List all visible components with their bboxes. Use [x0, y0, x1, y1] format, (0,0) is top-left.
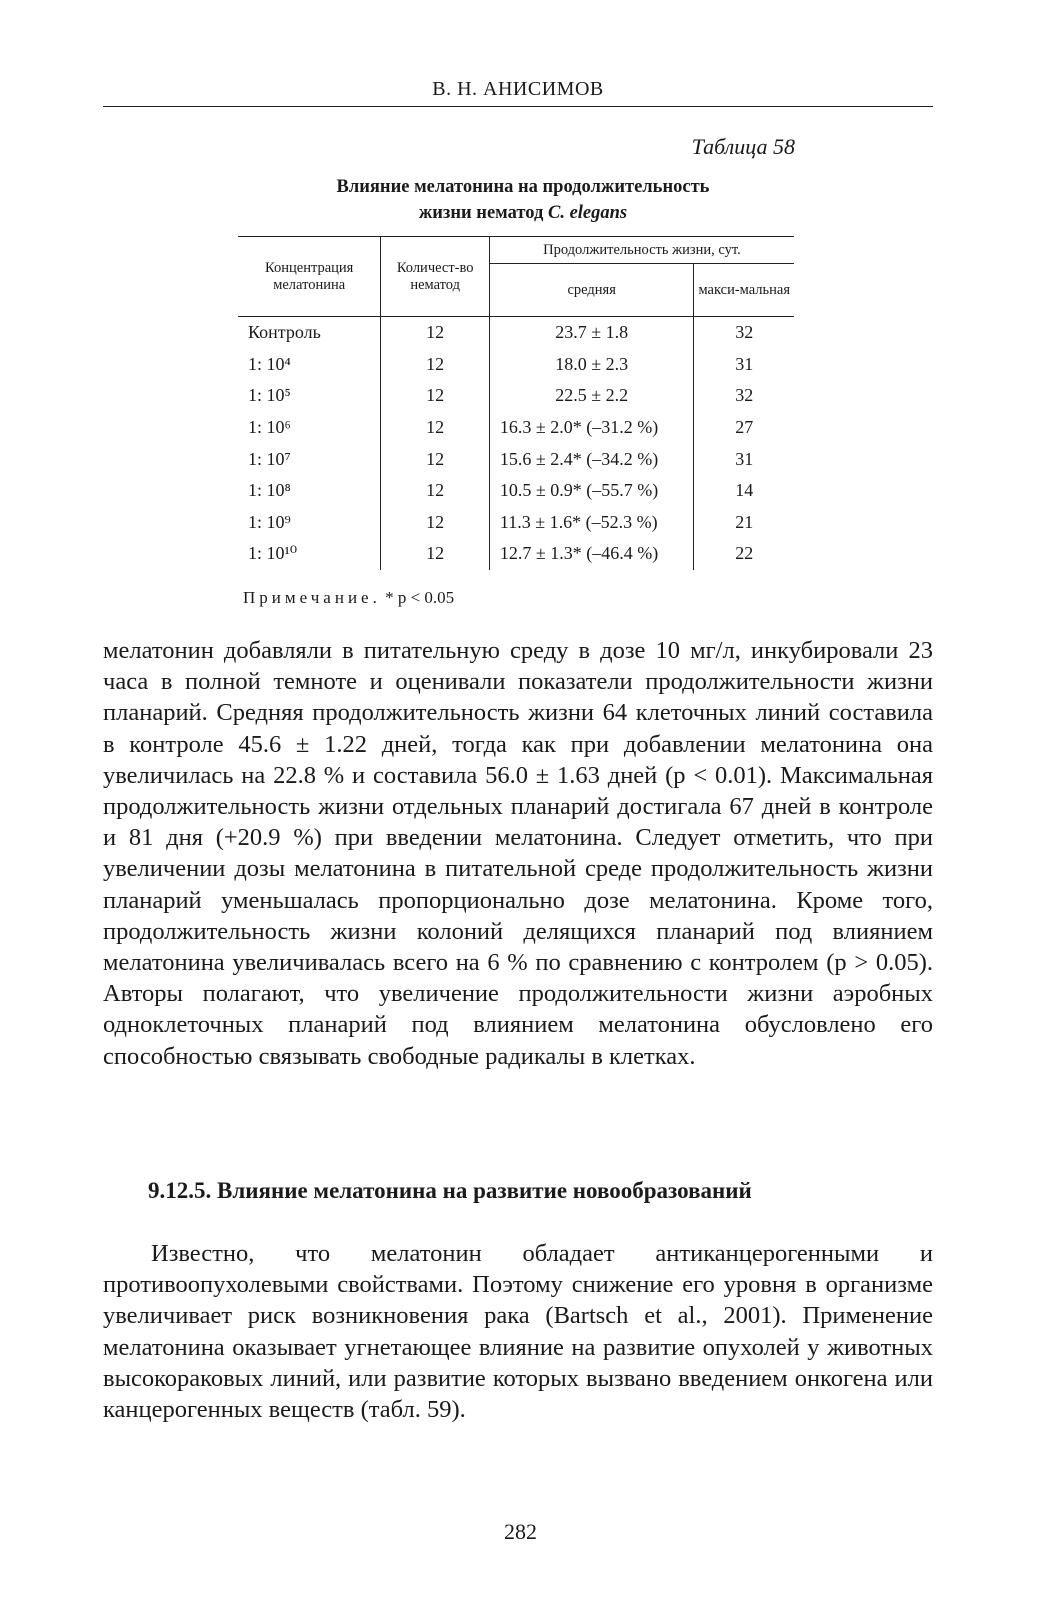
note-label: Примечание. — [243, 588, 381, 607]
cell-max: 32 — [694, 380, 794, 412]
cell-count: 12 — [381, 349, 490, 381]
cell-count: 12 — [381, 475, 490, 507]
table-row — [238, 443, 794, 475]
note-text: * p < 0.05 — [380, 588, 455, 607]
table-row — [238, 349, 794, 381]
cell-concentration: 1: 10⁴ — [248, 353, 291, 374]
cell-max: 27 — [694, 412, 794, 444]
cell-mean: 15.6 ± 2.4* (–34.2 %) — [489, 443, 694, 475]
table-row — [238, 380, 794, 412]
header-concentration: Концентрация мелатонина — [238, 237, 381, 317]
cell-mean: 10.5 ± 0.9* (–55.7 %) — [489, 475, 694, 507]
cell-concentration: 1: 10¹⁰ — [248, 543, 298, 564]
header-max: макси-мальная — [694, 264, 794, 317]
cell-concentration: Контроль — [248, 322, 321, 343]
cell-count: 12 — [381, 507, 490, 539]
cell-count: 12 — [381, 380, 490, 412]
table-number: Таблица 58 — [691, 134, 795, 159]
table-row — [238, 475, 794, 507]
table-row — [238, 538, 794, 570]
cell-count: 12 — [381, 317, 490, 349]
page-number: 282 — [504, 1519, 537, 1544]
cell-concentration: 1: 10⁶ — [248, 417, 291, 438]
cell-mean: 12.7 ± 1.3* (–46.4 %) — [489, 538, 694, 570]
cell-mean: 16.3 ± 2.0* (–31.2 %) — [489, 412, 694, 444]
section-heading: 9.12.5. Влияние мелатонина на развитие новообразований — [148, 1178, 752, 1203]
cell-mean: 23.7 ± 1.8 — [489, 317, 694, 349]
cell-mean: 18.0 ± 2.3 — [489, 349, 694, 381]
lifespan-table — [238, 236, 794, 570]
cell-max: 14 — [694, 475, 794, 507]
table-title-line2 — [238, 200, 808, 226]
table-title-line1: Влияние мелатонина на продолжительность — [336, 177, 710, 197]
table-row — [238, 412, 794, 444]
table-title — [238, 174, 808, 226]
header-lifespan-group: Продолжительность жизни, сут. — [489, 237, 794, 264]
cell-max: 32 — [694, 317, 794, 349]
cell-count: 12 — [381, 538, 490, 570]
cell-count: 12 — [381, 412, 490, 444]
cell-count: 12 — [381, 443, 490, 475]
cell-mean: 11.3 ± 1.6* (–52.3 %) — [489, 507, 694, 539]
cell-max: 22 — [694, 538, 794, 570]
cell-concentration: 1: 10⁵ — [248, 385, 291, 406]
header-rule — [103, 106, 933, 107]
cell-max: 21 — [694, 507, 794, 539]
body-paragraph: Известно, что мелатонин обладает антиканцерогенными и противоопухолевыми свойствами. Поэтому снижение его уровня в организме увеличивает риск возникновения рака (Bartsch et al., 2001). Применение мелатонина оказывает угнетающее влияние на развитие опухолей у животных высокораковых линий, или развитие которых вызвано введением онкогена или канцерогенных веществ (табл. 59). — [103, 1240, 933, 1424]
cell-concentration: 1: 10⁸ — [248, 480, 291, 501]
table-row — [238, 317, 794, 349]
table-note — [243, 588, 454, 608]
table-title-line2-text: жизни нематод — [418, 203, 548, 223]
cell-max: 31 — [694, 349, 794, 381]
table-row — [238, 507, 794, 539]
cell-concentration: 1: 10⁹ — [248, 511, 291, 532]
species-name: C. elegans — [547, 203, 628, 223]
running-head: В. Н. АНИСИМОВ — [432, 78, 604, 100]
cell-concentration: 1: 10⁷ — [248, 448, 291, 469]
header-mean: средняя — [489, 264, 694, 317]
header-count: Количест-во нематод — [381, 237, 490, 317]
body-paragraph: мелатонин добавляли в питательную среду в дозе 10 мг/л, инкубировали 23 часа в полной темноте и оценивали показатели продолжительности жизни планарий. Средняя продолжительность жизни 64 клеточных линий составила в контроле 45.6 ± 1.22 дней, тогда как при добавлении мелатонина она увеличилась на 22.8 % и составила 56.0 ± 1.63 дней (p < 0.01). Максимальная продолжительность жизни отдельных планарий достигала 67 дней в контроле и 81 дня (+20.9 %) при введении мелатонина. Следует отметить, что при увеличении дозы мелатонина в питательной среде продолжительность жизни планарий уменьшалась пропорционально дозе мелатонина. Кроме того, продолжительность жизни колоний делящихся планарий под влиянием мелатонина увеличивалась всего на 6 % по сравнению с контролем (p > 0.05). Авторы полагают, что увеличение продолжительности жизни аэробных одноклеточных планарий под влиянием мелатонина обусловлено его способностью связывать свободные радикалы в клетках. — [103, 637, 933, 1070]
cell-max: 31 — [694, 443, 794, 475]
cell-mean: 22.5 ± 2.2 — [489, 380, 694, 412]
